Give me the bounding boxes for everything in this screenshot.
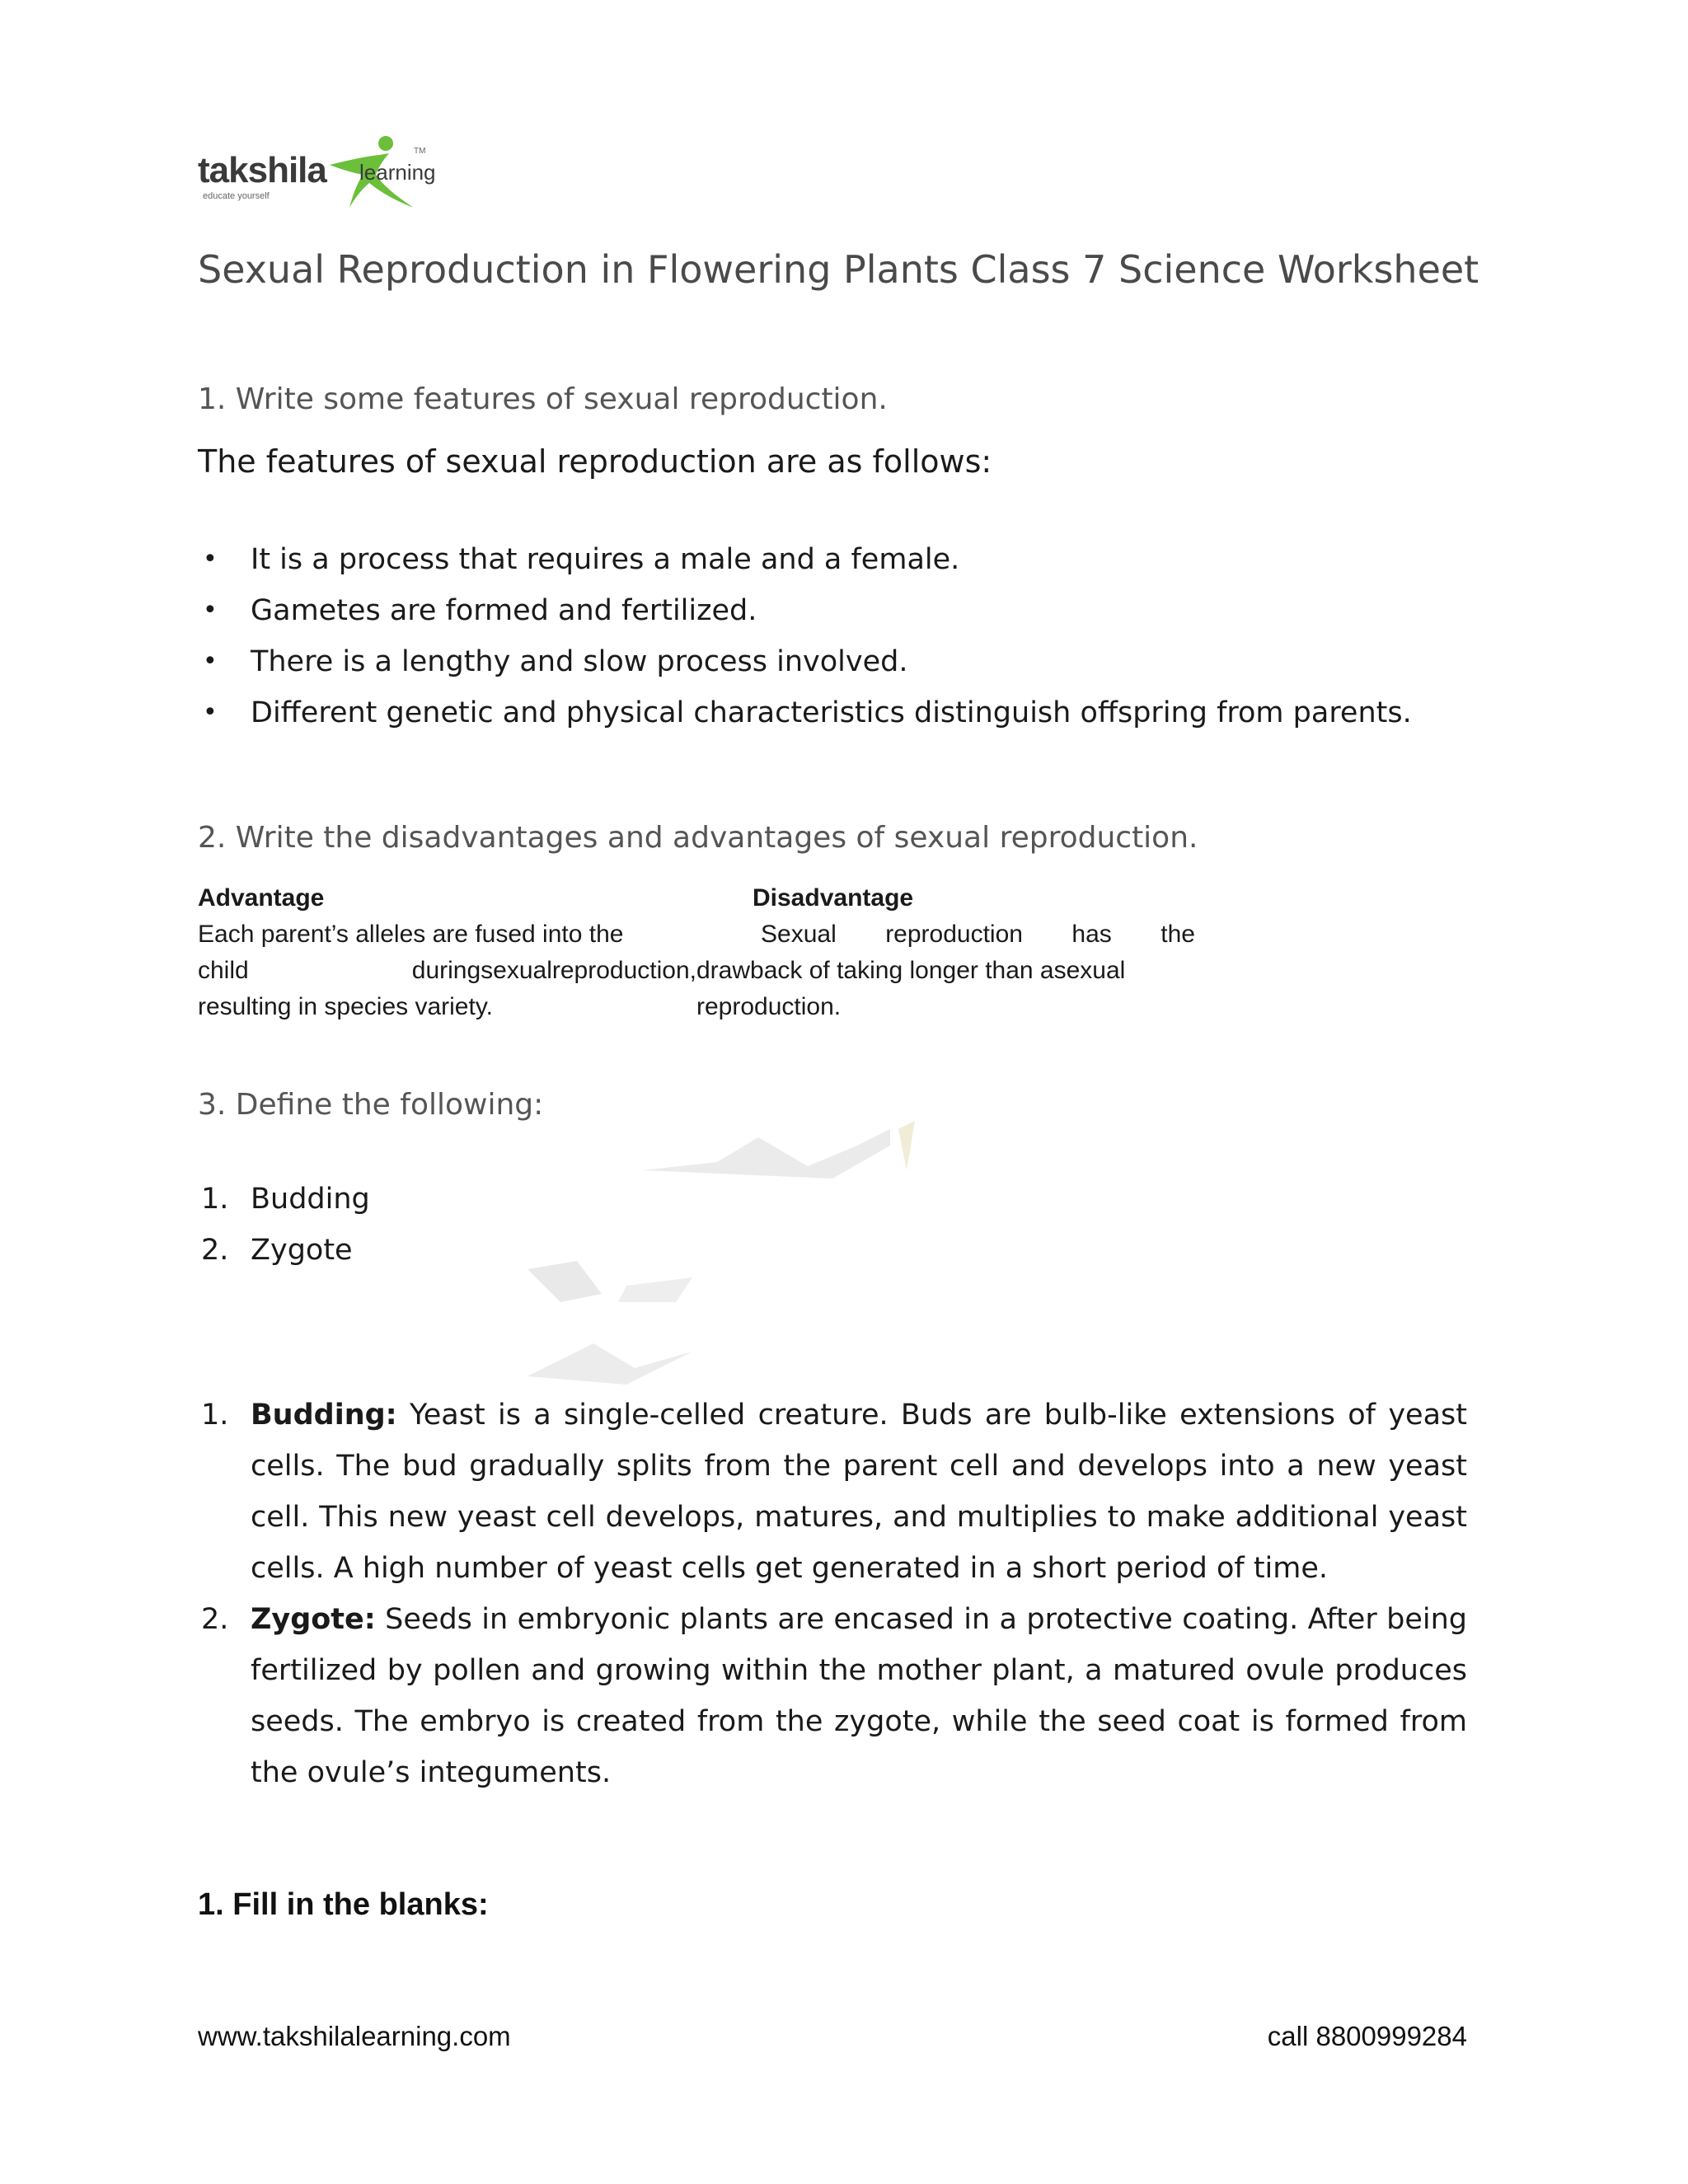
disadvantage-column	[696, 880, 1195, 1025]
watermark-fragment	[643, 1121, 923, 1195]
advantage-line: resulting in species variety.	[198, 993, 493, 1020]
disadvantage-line: drawback of taking longer than asexual	[696, 957, 1126, 984]
features-list	[198, 534, 1484, 738]
logo-tagline: educate yourself	[203, 191, 270, 201]
list-item: • Gametes are formed and fertilized.	[198, 585, 1484, 636]
logo-trademark: TM	[414, 147, 426, 156]
list-item: • There is a lengthy and slow process involved.	[198, 636, 1484, 687]
disadvantage-line: reproduction.	[696, 993, 842, 1020]
list-item: 2. Zygote: Seeds in embryonic plants are encased in a protective coating. After being fertilized by pollen and growing within the mother plant, a matured ovule produces seeds. The embryo is created from the zygote, while the seed coat is formed from the ovule’s integuments.	[201, 1603, 1467, 1789]
logo-word-learning: learning	[359, 160, 436, 185]
list-item: • Different genetic and physical characteristics distinguish offspring from parents.	[198, 687, 1484, 738]
logo-word: takshila	[198, 150, 326, 190]
question-1: 1. Write some features of sexual reproduction.	[198, 382, 888, 416]
list-item: 2. Zygote	[201, 1234, 353, 1267]
definitions-list	[198, 1390, 1467, 1798]
page-title: Sexual Reproduction in Flowering Plants Class 7 Science Worksheet	[198, 247, 1479, 292]
footer-website: www.takshilalearning.com	[198, 2021, 511, 2051]
advantage-line: child duringsexualreproduction,	[198, 957, 696, 984]
list-item: 1. Budding	[201, 1183, 370, 1216]
watermark-fragment	[528, 1253, 758, 1385]
advantage-heading: Advantage	[198, 884, 325, 912]
question-3: 3. Define the following:	[198, 1088, 544, 1122]
advantage-column	[198, 880, 696, 1025]
takshila-logo	[198, 132, 445, 214]
question-2: 2. Write the disadvantages and advantages of sexual reproduction.	[198, 821, 1198, 855]
disadvantage-heading: Disadvantage	[753, 884, 914, 912]
list-item: • It is a process that requires a male and a female.	[198, 534, 1484, 585]
term-zygote: Zygote:	[251, 1603, 376, 1636]
list-item: 1. Budding: Yeast is a single-celled creature. Buds are bulb-like extensions of yeast cells. The bud gradually splits from the parent cell and develops into a new yeast cell. This new yeast cell develops, matures, and multiplies to make additional yeast cells. A high number of yeast cells get generated in a short period of time.	[201, 1399, 1467, 1585]
q1-lead: The features of sexual reproduction are as follows:	[198, 443, 992, 480]
fill-blanks-heading: 1. Fill in the blanks:	[198, 1887, 489, 1922]
advantage-line: Each parent’s alleles are fused into the	[198, 921, 624, 948]
term-budding: Budding:	[251, 1399, 397, 1432]
disadvantage-line: Sexual reproduction has the	[761, 921, 1195, 948]
footer-phone: call 8800999284	[1267, 2021, 1467, 2051]
